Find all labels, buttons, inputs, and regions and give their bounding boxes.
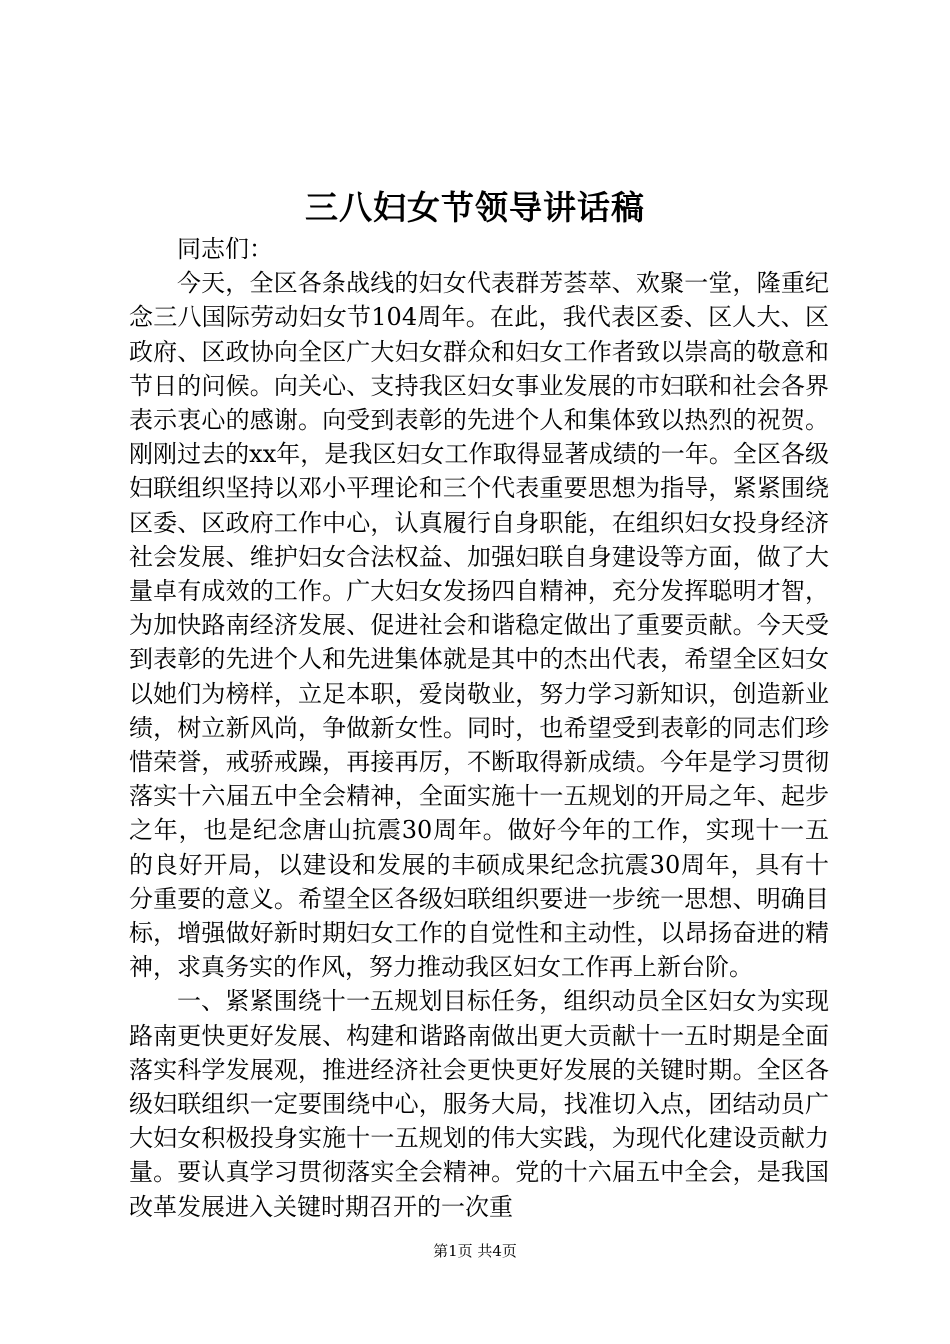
paragraph-1: 今天，全区各条战线的妇女代表群芳荟萃、欢聚一堂，隆重纪念三八国际劳动妇女节104周年。在此，我代表区委、区人大、区政府、区政协向全区广大妇女群众和妇女工作者致以崇高的敬意和节日的问候。向关心、支持我区妇女事业发展的市妇联和社会各界表示衷心的感谢。向受到表彰的先进个人和集体致以热烈的祝贺。刚刚过去的xx年，是我区妇女工作取得显著成绩的一年。全区各级妇联组织坚持以邓小平理论和三个代表重要思想为指导，紧紧围绕区委、区政府工作中心，认真履行自身职能，在组织妇女投身经济社会发展、维护妇女合法权益、加强妇联自身建设等方面，做了大量卓有成效的工作。广大妇女发扬四自精神，充分发挥聪明才智，为加快路南经济发展、促进社会和谐稳定做出了重要贡献。今天受到表彰的先进个人和先进集体就是其中的杰出代表，希望全区妇女以她们为榜样，立足本职，爱岗敬业，努力学习新知识，创造新业绩，树立新风尚，争做新女性。同时，也希望受到表彰的同志们珍惜荣誉，戒骄戒躁，再接再厉，不断取得新成绩。今年是学习贯彻落实十六届五中全会精神，全面实施十一五规划的开局之年、起步之年，也是纪念唐山抗震30周年。做好今年的工作，实现十一五的良好开局，以建设和发展的丰硕成果纪念抗震30周年，具有十分重要的意义。希望全区各级妇联组织要进一步统一思想、明确目标，增强做好新时期妇女工作的自觉性和主动性，以昂扬奋进的精神，求真务实的作风，努力推动我区妇女工作再上新台阶。 [129,269,829,982]
page-footer: 第1页 共4页 [433,1242,517,1260]
salutation: 同志们： [177,235,273,263]
paragraph-2: 一、紧紧围绕十一五规划目标任务，组织动员全区妇女为实现路南更快更好发展、构建和谐路南做出更大贡献十一五时期是全面落实科学发展观，推进经济社会更快更好发展的关键时期。全区各级妇联组织一定要围绕中心，服务大局，找准切入点，团结动员广大妇女积极投身实施十一五规划的伟大实践，为现代化建设贡献力量。要认真学习贯彻落实全会精神。党的十六届五中全会，是我国改革发展进入关键时期召开的一次重 [129,987,829,1221]
document-title: 三八妇女节领导讲话稿 [305,188,645,227]
document-body [129,232,829,1224]
